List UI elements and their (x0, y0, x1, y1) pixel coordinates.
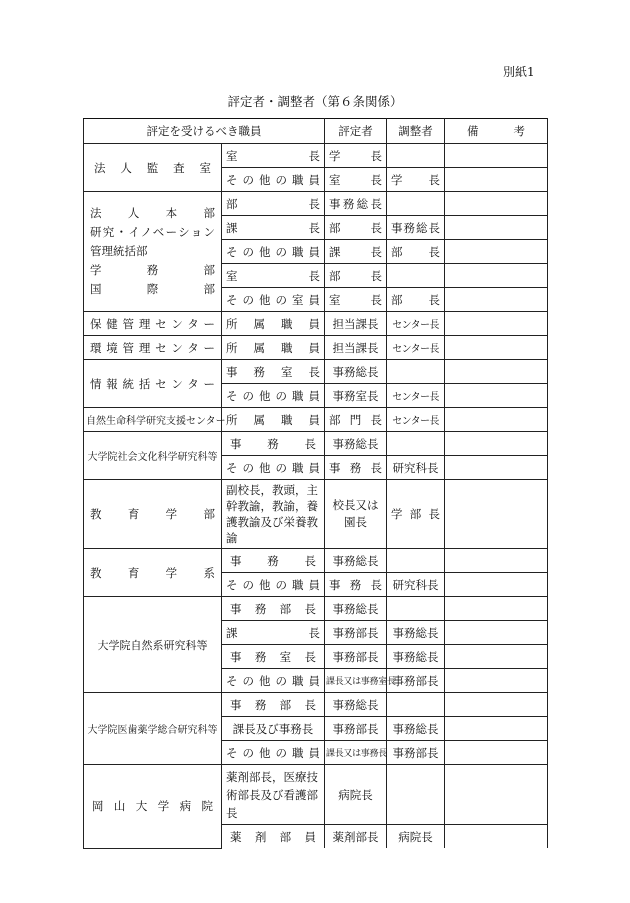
position-cell: その他の職員 (222, 573, 325, 597)
remarks-cell (445, 168, 548, 192)
adjuster-cell: 学長 (387, 168, 445, 192)
evaluator-cell: 薬剤部長 (325, 825, 387, 849)
category-cell: 情報統括センター (84, 360, 222, 408)
adjuster-cell: 部長 (387, 240, 445, 264)
remarks-cell (445, 825, 548, 849)
header-adjuster: 調整者 (387, 119, 445, 144)
table-row (84, 360, 548, 384)
category-cell: 教育学部 (84, 480, 222, 549)
table-row (84, 597, 548, 621)
position-cell: その他の職員 (222, 741, 325, 765)
position-cell: 課長 (222, 216, 325, 240)
category-line: 研究・イノベーション (90, 225, 215, 239)
header-row (84, 119, 548, 144)
table-row (84, 693, 548, 717)
adjuster-cell: 事務総長 (387, 621, 445, 645)
annex-label: 別紙1 (503, 65, 535, 79)
category-cell: 大学院医歯薬学総合研究科等 (84, 693, 222, 765)
adjuster-cell: センター長 (387, 408, 445, 432)
position-cell: その他の職員 (222, 240, 325, 264)
category-cell: 環境管理センター (84, 336, 222, 360)
position-cell: 所属職員 (222, 408, 325, 432)
category-line: 管理統括部 (90, 244, 148, 258)
adjuster-cell: 研究科長 (387, 456, 445, 480)
adjuster-cell: 学部長 (387, 480, 445, 549)
remarks-cell (445, 693, 548, 717)
remarks-cell (445, 621, 548, 645)
evaluator-cell: 事務長 (325, 456, 387, 480)
category-cell: 大学院社会文化科学研究科等 (84, 432, 222, 480)
adjuster-cell (387, 549, 445, 573)
position-cell: 薬剤部長，医療技術部長及び看護部長 (222, 765, 325, 825)
evaluator-cell: 学長 (325, 144, 387, 168)
adjuster-cell: 研究科長 (387, 573, 445, 597)
table-row (84, 192, 548, 216)
evaluator-cell: 事務部長 (325, 645, 387, 669)
category-cell: 岡山大学病院 (84, 765, 222, 849)
evaluator-cell: 部門長 (325, 408, 387, 432)
remarks-cell (445, 480, 548, 549)
evaluator-cell: 事務部長 (325, 717, 387, 741)
adjuster-cell (387, 264, 445, 288)
table-row (84, 336, 548, 360)
adjuster-cell (387, 192, 445, 216)
remarks-cell (445, 144, 548, 168)
remarks-cell (445, 645, 548, 669)
header-remarks: 備 考 (445, 119, 548, 144)
adjuster-cell: センター長 (387, 336, 445, 360)
evaluator-cell: 事務総長 (325, 192, 387, 216)
position-cell: その他の職員 (222, 384, 325, 408)
position-cell: 室長 (222, 144, 325, 168)
table-row (84, 765, 548, 825)
position-cell: 室長 (222, 264, 325, 288)
position-cell: 部長 (222, 192, 325, 216)
adjuster-cell: 事務部長 (387, 741, 445, 765)
position-cell: 薬剤部員 (222, 825, 325, 849)
remarks-cell (445, 384, 548, 408)
position-cell: 所属職員 (222, 336, 325, 360)
category-line: 法人本部 (90, 206, 215, 220)
adjuster-cell: センター長 (387, 384, 445, 408)
evaluator-cell: 室長 (325, 288, 387, 312)
evaluator-cell: 病院長 (325, 765, 387, 825)
position-cell: その他の職員 (222, 669, 325, 693)
evaluator-cell: 事務室長 (325, 384, 387, 408)
table-row (84, 432, 548, 456)
category-cell: 自然生命科学研究支援センター (84, 408, 222, 432)
remarks-cell (445, 240, 548, 264)
adjuster-cell: センター長 (387, 312, 445, 336)
header-evaluator: 評定者 (325, 119, 387, 144)
header-target: 評定を受けるべき職員 (84, 119, 325, 144)
remarks-cell (445, 456, 548, 480)
category-cell: 大学院自然系研究科等 (84, 597, 222, 693)
remarks-cell (445, 549, 548, 573)
evaluator-cell: 部長 (325, 264, 387, 288)
position-cell: 事務室長 (222, 360, 325, 384)
adjuster-cell (387, 597, 445, 621)
evaluator-cell: 部長 (325, 216, 387, 240)
category-cell: 法人監査室 (84, 144, 222, 192)
evaluator-cell: 校長又は園長 (325, 480, 387, 549)
adjuster-cell (387, 693, 445, 717)
remarks-cell (445, 312, 548, 336)
table-row (84, 549, 548, 573)
category-cell (84, 192, 222, 312)
adjuster-cell (387, 360, 445, 384)
position-cell: 課長及び事務長 (222, 717, 325, 741)
table-row (84, 480, 548, 549)
remarks-cell (445, 360, 548, 384)
remarks-cell (445, 336, 548, 360)
category-cell: 教育学系 (84, 549, 222, 597)
position-cell: 事務長 (222, 549, 325, 573)
adjuster-cell (387, 144, 445, 168)
remarks-cell (445, 573, 548, 597)
evaluator-table (83, 118, 548, 849)
evaluator-cell: 事務総長 (325, 360, 387, 384)
evaluator-cell: 担当課長 (325, 336, 387, 360)
table-row (84, 144, 548, 168)
category-cell: 保健管理センター (84, 312, 222, 336)
category-line: 学務部 (90, 263, 215, 277)
remarks-cell (445, 432, 548, 456)
category-line: 国際部 (90, 282, 215, 296)
evaluator-cell: 事務総長 (325, 597, 387, 621)
position-cell: 事務部長 (222, 597, 325, 621)
remarks-cell (445, 288, 548, 312)
adjuster-cell: 事務総長 (387, 216, 445, 240)
position-cell: その他の職員 (222, 456, 325, 480)
remarks-cell (445, 192, 548, 216)
position-cell: 所属職員 (222, 312, 325, 336)
adjuster-cell: 事務総長 (387, 645, 445, 669)
remarks-cell (445, 765, 548, 825)
evaluator-cell: 事務長 (325, 573, 387, 597)
page-title: 評定者・調整者（第６条関係） (227, 94, 403, 109)
position-cell: 事務部長 (222, 693, 325, 717)
adjuster-cell: 部長 (387, 288, 445, 312)
evaluator-cell: 事務総長 (325, 549, 387, 573)
evaluator-cell: 課長又は事務長 (325, 741, 387, 765)
position-cell: その他の職員 (222, 168, 325, 192)
adjuster-cell (387, 432, 445, 456)
evaluator-cell: 課長 (325, 240, 387, 264)
position-cell: 事務室長 (222, 645, 325, 669)
evaluator-cell: 事務総長 (325, 693, 387, 717)
position-cell: 事務長 (222, 432, 325, 456)
remarks-cell (445, 264, 548, 288)
table-row (84, 312, 548, 336)
remarks-cell (445, 408, 548, 432)
evaluator-cell: 課長又は事務室長 (325, 669, 387, 693)
remarks-cell (445, 597, 548, 621)
remarks-cell (445, 669, 548, 693)
remarks-cell (445, 717, 548, 741)
adjuster-cell: 病院長 (387, 825, 445, 849)
remarks-cell (445, 741, 548, 765)
position-cell: その他の室員 (222, 288, 325, 312)
evaluator-cell: 担当課長 (325, 312, 387, 336)
evaluator-cell: 事務部長 (325, 621, 387, 645)
evaluator-cell: 室長 (325, 168, 387, 192)
evaluator-cell: 事務総長 (325, 432, 387, 456)
table-row (84, 408, 548, 432)
adjuster-cell: 事務部長 (387, 669, 445, 693)
adjuster-cell: 事務総長 (387, 717, 445, 741)
remarks-cell (445, 216, 548, 240)
position-cell: 課長 (222, 621, 325, 645)
position-cell: 副校長，教頭，主幹教諭，教諭，養護教諭及び栄養教諭 (222, 480, 325, 549)
adjuster-cell (387, 765, 445, 825)
